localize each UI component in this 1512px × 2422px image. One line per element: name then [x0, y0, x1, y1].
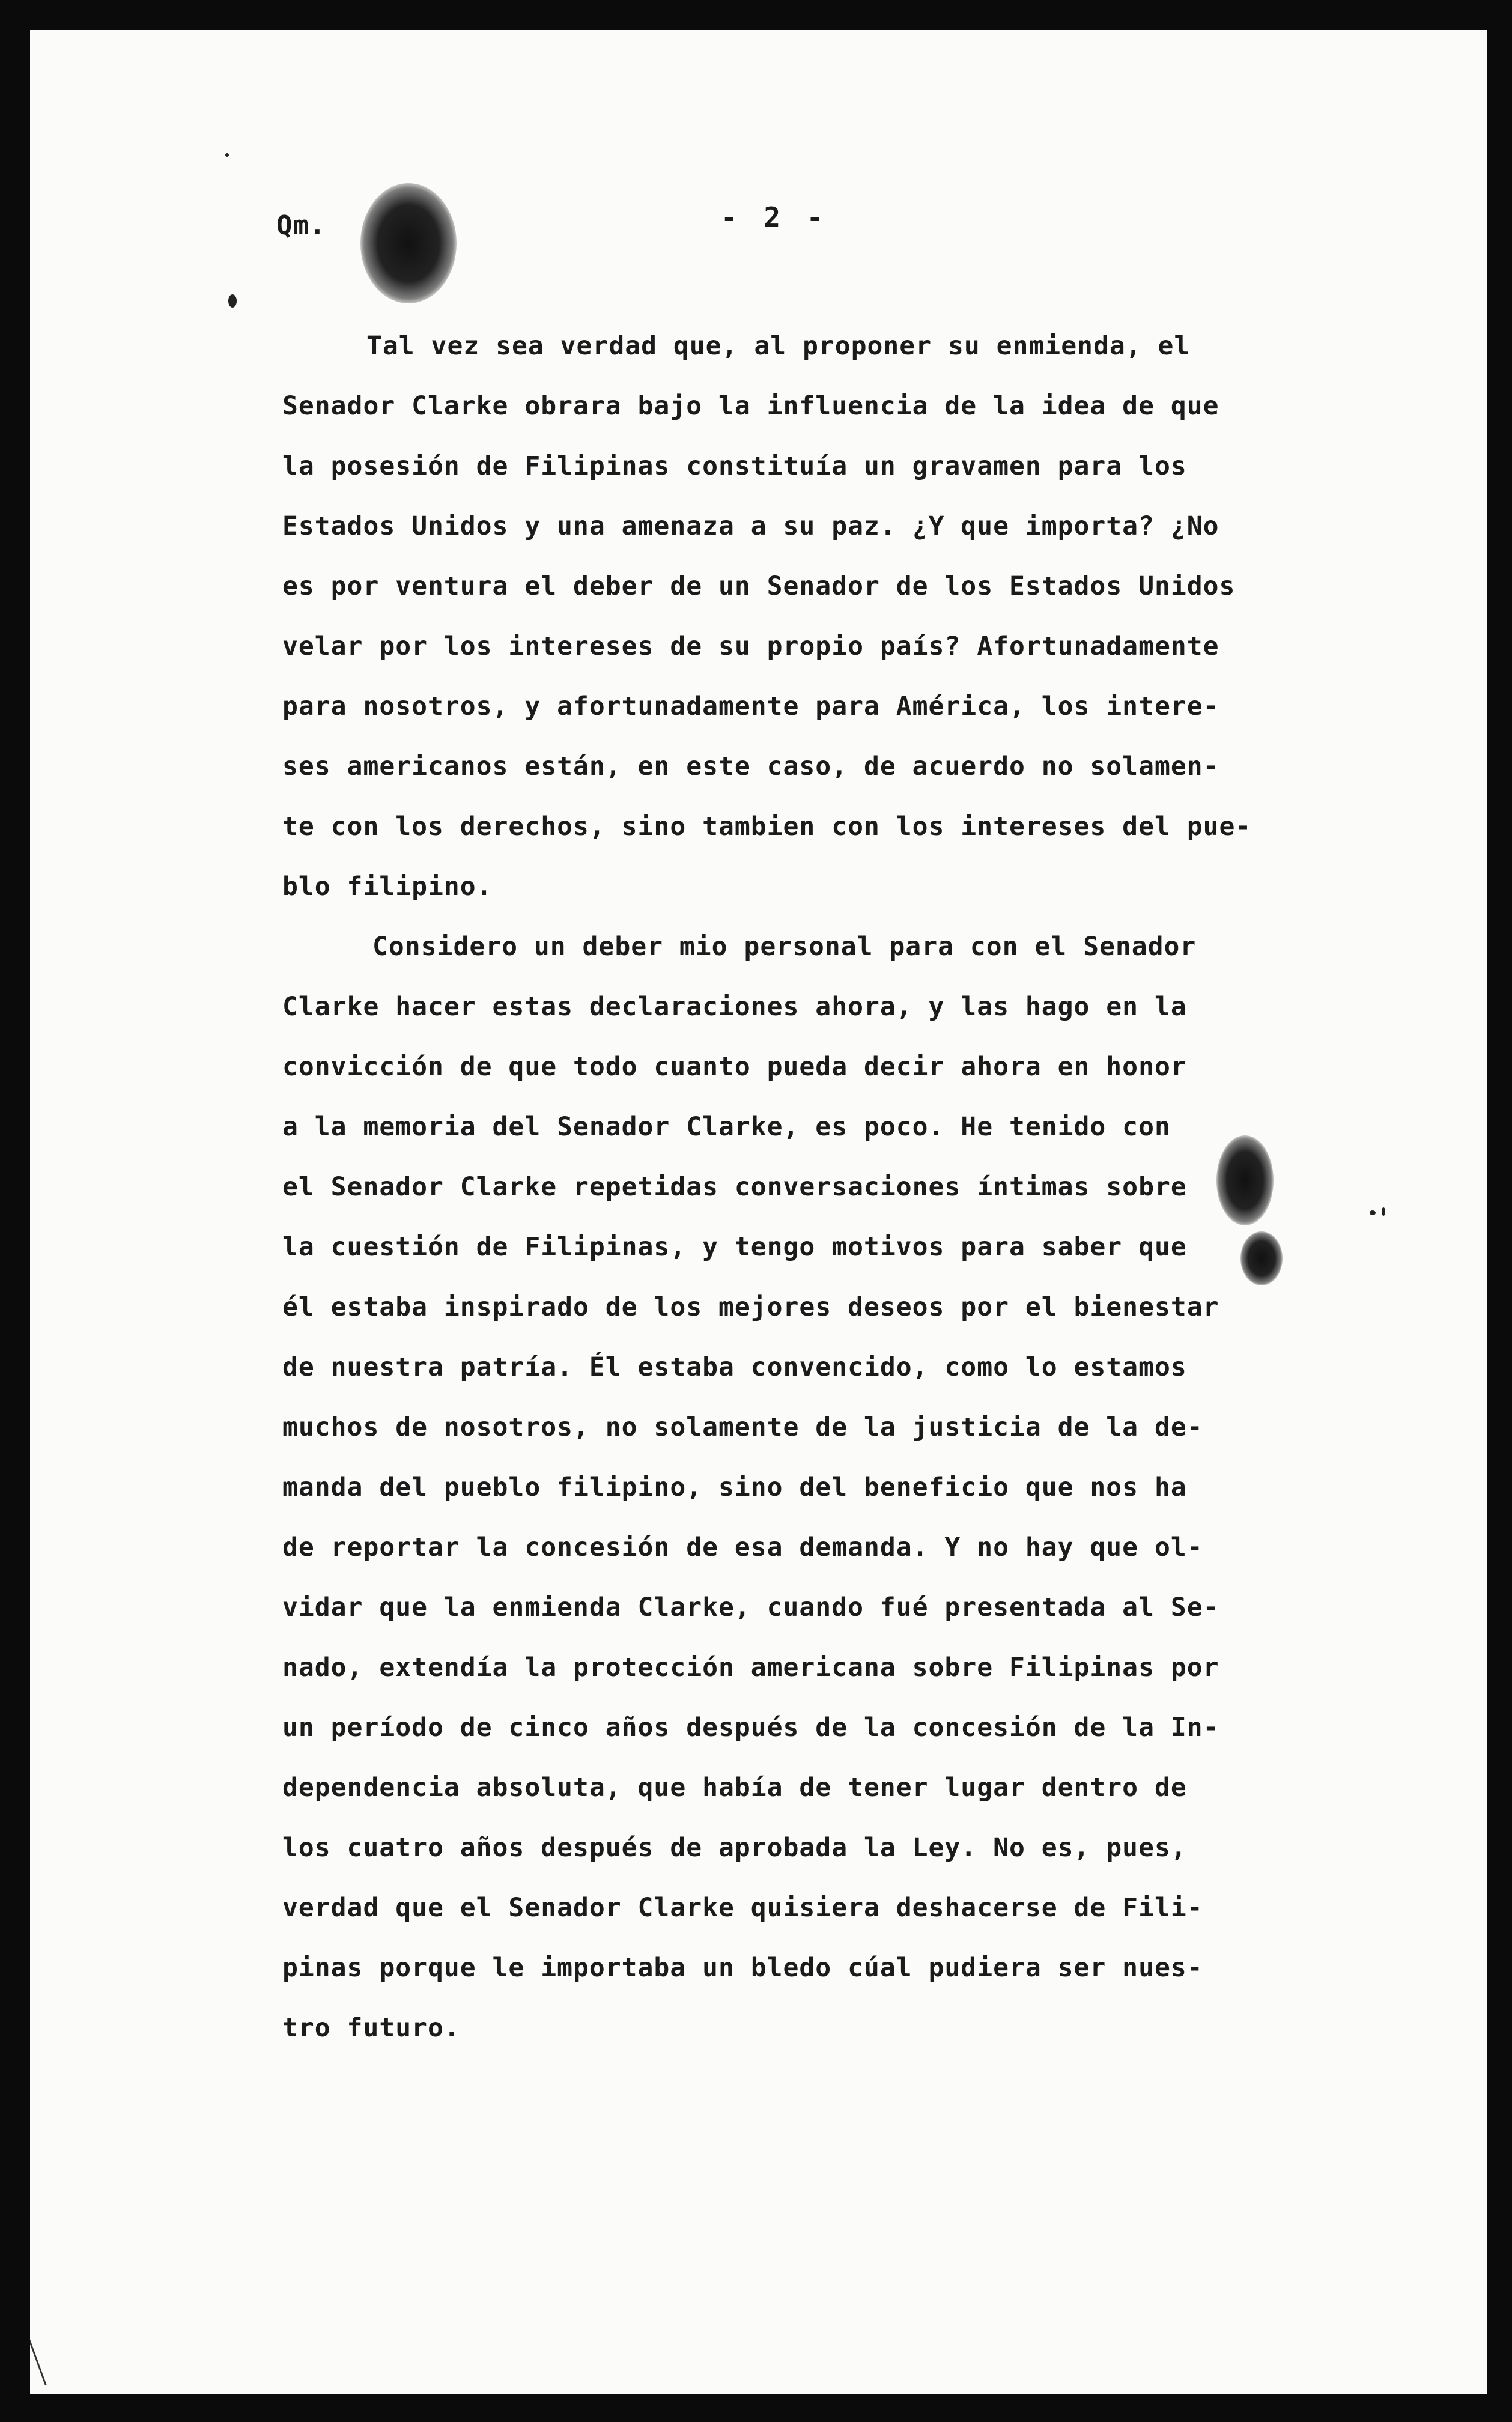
text-line: de nuestra patría. Él estaba convencido, como lo estamos [282, 1352, 1187, 1382]
text-line: pinas porque le importaba un bledo cúal pudiera ser nues- [282, 1953, 1203, 1983]
ink-blot [1240, 1231, 1283, 1285]
text-line: manda del pueblo filipino, sino del beneficio que nos ha [282, 1472, 1187, 1502]
text-line: él estaba inspirado de los mejores deseos por el bienestar [282, 1292, 1219, 1322]
text-line: ses americanos están, en este caso, de acuerdo no solamen- [282, 751, 1219, 782]
text-line: es por ventura el deber de un Senador de los Estados Unidos [282, 571, 1236, 601]
ink-speck [225, 153, 229, 157]
text-line: un período de cinco años después de la concesión de la In- [282, 1713, 1219, 1743]
paper-sheet [30, 30, 1487, 2394]
ink-speck [228, 294, 237, 308]
text-line: a la memoria del Senador Clarke, es poco. He tenido con [282, 1112, 1171, 1142]
text-line: velar por los intereses de su propio país? Afortunadamente [282, 631, 1219, 661]
text-line: para nosotros, y afortunadamente para América, los intere- [282, 691, 1219, 721]
text-line: Estados Unidos y una amenaza a su paz. ¿Y que importa? ¿No [282, 511, 1219, 541]
text-line: la cuestión de Filipinas, y tengo motivos para saber que [282, 1232, 1187, 1262]
text-line: blo filipino. [282, 872, 493, 902]
ink-speck [1370, 1210, 1376, 1215]
text-line: tro futuro. [282, 2013, 460, 2043]
text-line: nado, extendía la protección americana sobre Filipinas por [282, 1653, 1219, 1683]
ink-speck [1382, 1207, 1385, 1216]
typist-initials: Qm. [276, 210, 326, 241]
paper-edge-mark [30, 2337, 71, 2385]
text-line: los cuatro años después de aprobada la Ley. No es, pues, [282, 1833, 1187, 1863]
text-line: Considero un deber mio personal para con el Senador [372, 932, 1197, 962]
text-line: verdad que el Senador Clarke quisiera deshacerse de Fili- [282, 1893, 1203, 1923]
ink-blot [1216, 1135, 1274, 1225]
text-line: convicción de que todo cuanto pueda decir ahora en honor [282, 1052, 1187, 1082]
page-number: - 2 - [721, 201, 828, 234]
text-line: dependencia absoluta, que había de tener lugar dentro de [282, 1773, 1187, 1803]
text-line: te con los derechos, sino tambien con los intereses del pue- [282, 812, 1252, 842]
text-line: la posesión de Filipinas constituía un gravamen para los [282, 451, 1187, 481]
text-line: de reportar la concesión de esa demanda. Y no hay que ol- [282, 1532, 1203, 1562]
text-line: muchos de nosotros, no solamente de la justicia de la de- [282, 1412, 1203, 1442]
ink-blot [360, 183, 457, 303]
text-line: Tal vez sea verdad que, al proponer su enmienda, el [366, 331, 1191, 361]
text-line: vidar que la enmienda Clarke, cuando fué presentada al Se- [282, 1592, 1219, 1622]
text-line: Clarke hacer estas declaraciones ahora, y las hago en la [282, 992, 1187, 1022]
text-line: Senador Clarke obrara bajo la influencia de la idea de que [282, 391, 1219, 421]
text-line: el Senador Clarke repetidas conversaciones íntimas sobre [282, 1172, 1187, 1202]
